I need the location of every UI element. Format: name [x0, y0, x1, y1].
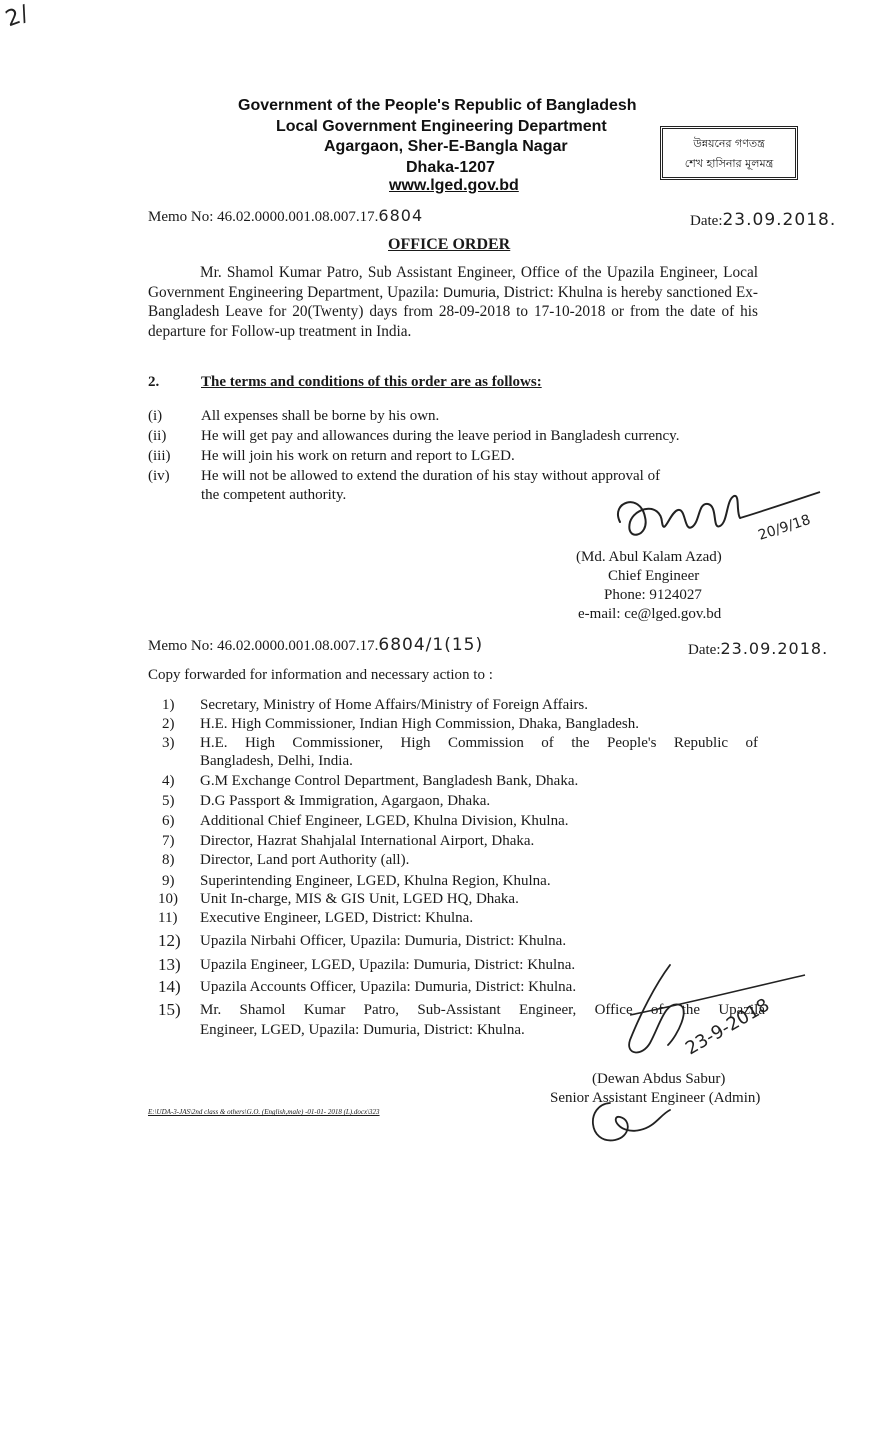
header-government-line: Government of the People's Republic of Bangladesh [238, 97, 637, 114]
paragraph-part-2: , District: Khulna is hereby sanctioned Ex-Bangladesh Leave for 20(Twenty) days from 28-09-2018 to 17-10-2018 or from the date of his departure for Follow-up treatment in India. [148, 283, 758, 340]
stamp-line-2: শেখ হাসিনার মূলমন্ত্র [684, 157, 774, 170]
memo-handwritten-number: 6804/1(15) [378, 635, 484, 655]
recipient-number: 1) [162, 697, 175, 713]
recipient-number: 15) [158, 1000, 181, 1019]
recipient-text: Director, Land port Authority (all). [200, 852, 410, 868]
recipient-number: 7) [162, 833, 175, 849]
slogan-stamp [660, 126, 798, 180]
memo-date-1 [690, 210, 836, 230]
recipient-text: Additional Chief Engineer, LGED, Khulna Division, Khulna. [200, 813, 569, 829]
order-paragraph [148, 263, 758, 341]
recipient-number: 13) [158, 955, 181, 974]
recipient-number: 6) [162, 813, 175, 829]
term-text: He will get pay and allowances during the leave period in Bangladesh currency. [201, 428, 680, 444]
recipient-text: Unit In-charge, MIS & GIS Unit, LGED HQ, Dhaka. [200, 891, 519, 907]
memo-number-prefix: Memo No: 46.02.0000.001.08.007.17. [148, 638, 379, 654]
memo-number-prefix: Memo No: 46.02.0000.001.08.007.17. [148, 209, 379, 225]
recipient-number: 10) [158, 891, 178, 907]
stamp-line-1: উন্নয়নের গণতন্ত্র [693, 137, 765, 150]
signatory-1-phone: Phone: 9124027 [604, 587, 702, 603]
header-city-line: Dhaka-1207 [406, 159, 495, 176]
recipient-number: 12) [158, 931, 181, 950]
date-label: Date: [688, 642, 721, 658]
recipient-number: 8) [162, 852, 175, 868]
recipient-text: G.M Exchange Control Department, Bangladesh Bank, Dhaka. [200, 773, 579, 789]
terms-heading: The terms and conditions of this order are as follows: [201, 374, 542, 390]
terms-number: 2. [148, 374, 160, 390]
term-number: (iii) [148, 448, 171, 464]
recipient-text: Superintending Engineer, LGED, Khulna Region, Khulna. [200, 873, 551, 889]
margin-handwritten-note: 2/ [2, 0, 33, 33]
recipient-text: H.E. High Commissioner, High Commission of the People's Republic of [200, 735, 758, 751]
signatory-2-title: Senior Assistant Engineer (Admin) [550, 1090, 761, 1106]
recipient-number: 2) [162, 716, 175, 732]
date-label: Date: [690, 213, 723, 229]
header-address-line: Agargaon, Sher-E-Bangla Nagar [324, 138, 568, 155]
recipient-number: 4) [162, 773, 175, 789]
recipient-text: Upazila Accounts Officer, Upazila: Dumuria, District: Khulna. [200, 979, 577, 995]
signature-date: 20/9/18 [756, 511, 813, 544]
signatory-2-name: (Dewan Abdus Sabur) [592, 1071, 726, 1087]
term-text: He will not be allowed to extend the duration of his stay without approval of [201, 468, 661, 484]
office-order-title: OFFICE ORDER [388, 236, 511, 253]
recipient-number: 9) [162, 873, 175, 889]
recipient-text: Secretary, Ministry of Home Affairs/Ministry of Foreign Affairs. [200, 697, 588, 713]
senior-engineer-signature [570, 945, 820, 1145]
recipient-text: Mr. Shamol Kumar Patro, Sub-Assistant Engineer, Office of the Upazila [200, 1002, 765, 1018]
recipient-text-continued: Bangladesh, Delhi, India. [200, 753, 353, 769]
recipient-number: 3) [162, 735, 175, 751]
signatory-1-email: e-mail: ce@lged.gov.bd [578, 606, 722, 622]
term-text: He will join his work on return and report to LGED. [201, 448, 515, 464]
recipient-text: D.G Passport & Immigration, Agargaon, Dhaka. [200, 793, 491, 809]
term-text-continued: the competent authority. [201, 487, 347, 503]
term-number: (i) [148, 408, 163, 424]
memo-handwritten-number: 6804 [378, 206, 424, 225]
recipient-text-continued: Engineer, LGED, Upazila: Dumuria, District: Khulna. [200, 1022, 525, 1038]
header-website-link[interactable]: www.lged.gov.bd [389, 177, 519, 194]
recipient-text: H.E. High Commissioner, Indian High Commission, Dhaka, Bangladesh. [200, 716, 639, 732]
signatory-1-title: Chief Engineer [608, 568, 700, 584]
file-path-footer: E:\UDA-3-JAS\2nd class & others\G.O. (English,male) -01-01- 2018 (L).docx\323 [148, 1108, 380, 1116]
term-number: (iv) [148, 468, 170, 484]
upazila-name: Dumuria [442, 283, 496, 300]
term-number: (ii) [148, 428, 167, 444]
recipient-number: 5) [162, 793, 175, 809]
recipient-number: 14) [158, 977, 181, 996]
memo-number-2 [148, 635, 483, 655]
handwritten-date: 23.09.2018. [720, 639, 829, 658]
signatory-1-name: (Md. Abul Kalam Azad) [576, 549, 722, 565]
memo-date-2 [688, 639, 828, 659]
recipient-text: Upazila Nirbahi Officer, Upazila: Dumuria, District: Khulna. [200, 933, 567, 949]
memo-number-1 [148, 206, 423, 226]
recipient-text: Upazila Engineer, LGED, Upazila: Dumuria, District: Khulna. [200, 957, 576, 973]
header-department-line: Local Government Engineering Department [276, 118, 607, 135]
signature-date: 23-9-2018 [682, 994, 774, 1060]
copy-forward-intro: Copy forwarded for information and necessary action to : [148, 667, 493, 683]
recipient-number: 11) [158, 910, 178, 926]
recipient-text: Director, Hazrat Shahjalal International Airport, Dhaka. [200, 833, 535, 849]
term-text: All expenses shall be borne by his own. [201, 408, 440, 424]
paragraph-part-1: Mr. Shamol Kumar Patro, Sub Assistant Engineer, Office of the Upazila Engineer, Local Government Engineering Department, Upazila: [148, 264, 758, 301]
recipient-text: Executive Engineer, LGED, District: Khulna. [200, 910, 474, 926]
handwritten-date: 23.09.2018. [722, 210, 837, 230]
